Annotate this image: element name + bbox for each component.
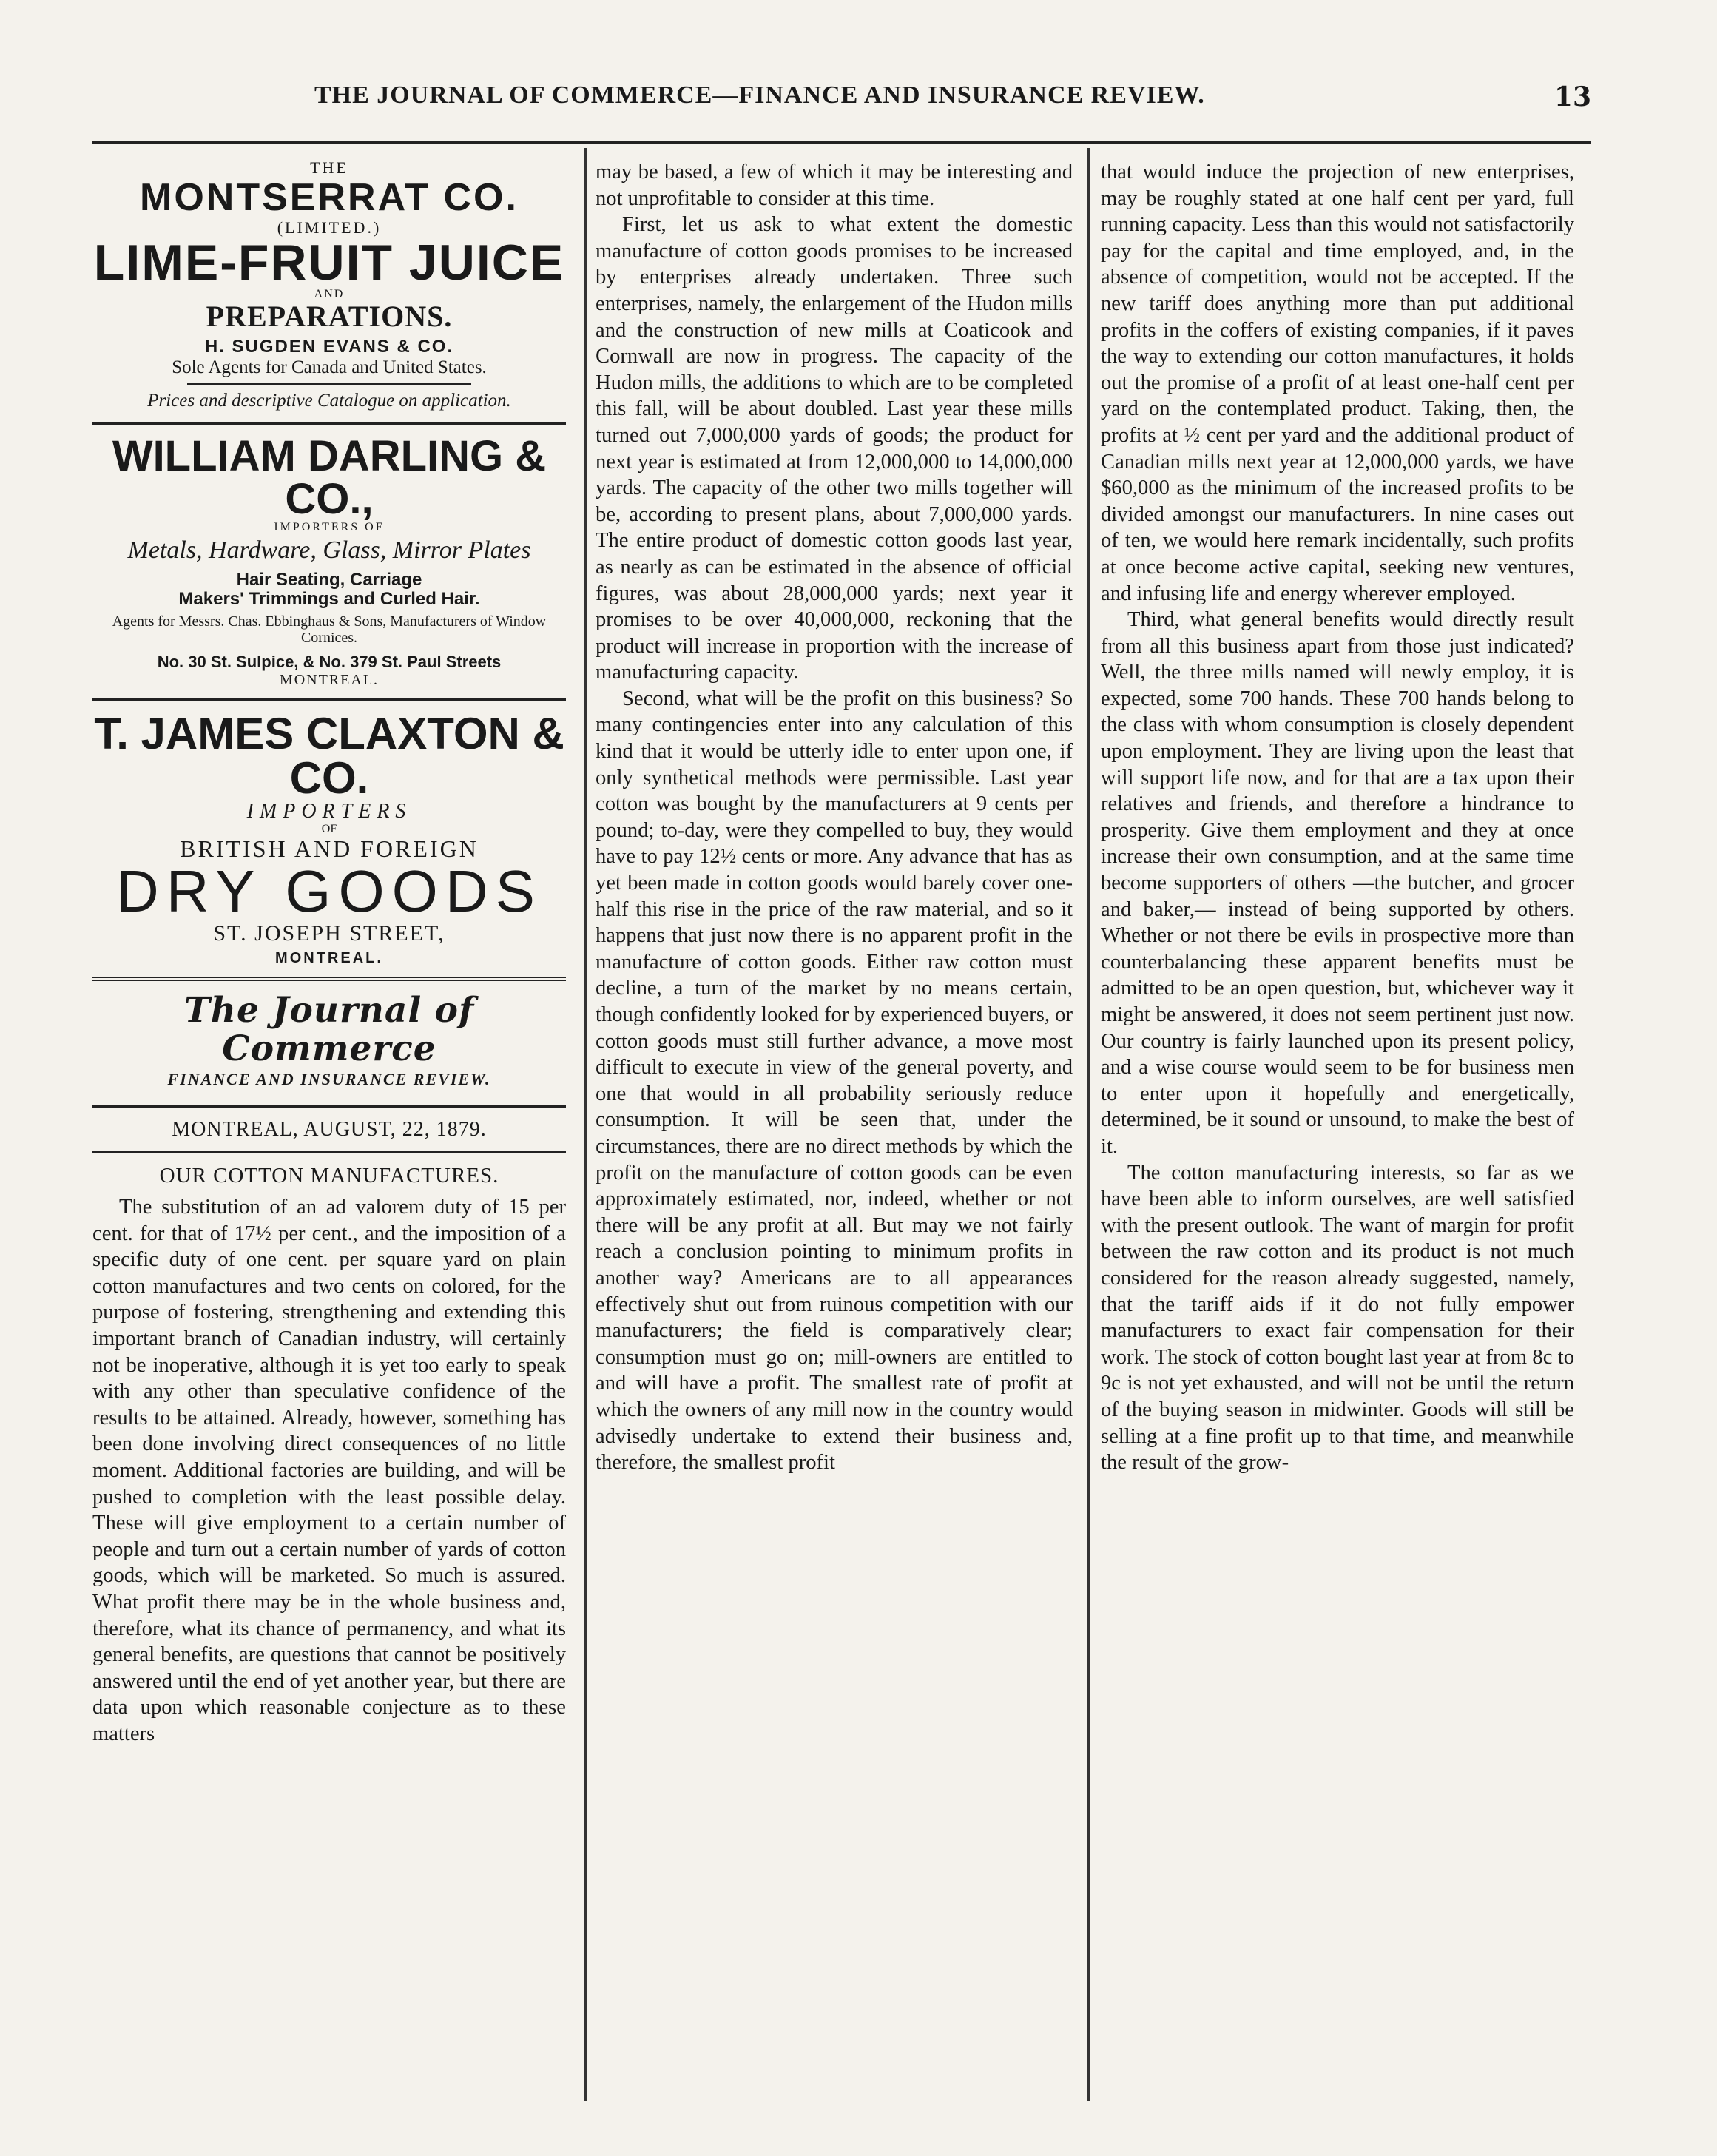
advertisements xyxy=(92,159,566,1153)
ad-claxton-of: OF xyxy=(321,823,337,836)
ad-darling-trimmings: Makers' Trimmings and Curled Hair. xyxy=(178,588,480,609)
ad-montserrat-prices: Prices and descriptive Catalogue on application. xyxy=(147,391,511,411)
page-number: 13 xyxy=(1554,81,1591,112)
ad-separator xyxy=(92,422,566,425)
ad-claxton-street: ST. JOSEPH STREET, xyxy=(213,921,445,946)
ad-separator xyxy=(187,383,471,385)
ad-darling-city: MONTREAL. xyxy=(279,671,380,688)
ad-montserrat-agent-note: Sole Agents for Canada and United States. xyxy=(172,357,487,377)
article-title: OUR COTTON MANUFACTURES. xyxy=(159,1164,499,1188)
ad-darling-importers: IMPORTERS OF xyxy=(274,520,385,533)
ad-montserrat-and: AND xyxy=(314,287,345,300)
masthead-subtitle: FINANCE AND INSURANCE REVIEW. xyxy=(167,1070,491,1089)
ad-darling-company: WILLIAM DARLING & CO., xyxy=(112,431,547,523)
ad-montserrat-the: THE xyxy=(310,158,348,177)
ad-claxton xyxy=(92,708,566,967)
ad-montserrat-preparations: PREPARATIONS. xyxy=(206,300,453,334)
masthead-rule xyxy=(92,1151,566,1153)
ad-separator xyxy=(92,698,566,701)
ad-claxton-importers: IMPORTERS xyxy=(246,799,412,823)
ad-claxton-company: T. JAMES CLAXTON & CO. xyxy=(94,708,564,803)
masthead-rule xyxy=(92,1105,566,1108)
ad-montserrat-product: LIME-FRUIT JUICE xyxy=(93,234,565,291)
ad-montserrat-agent: H. SUGDEN EVANS & CO. xyxy=(204,337,454,357)
ad-darling-agents: Agents for Messrs. Chas. Ebbinghaus & Sons, Manufacturers of Window Cornices. xyxy=(112,613,547,647)
column-divider xyxy=(1087,148,1090,2101)
masthead-title: The Journal of Commerce xyxy=(183,990,475,1069)
ad-claxton-british: BRITISH AND FOREIGN xyxy=(180,835,479,862)
paragraph: may be based, a few of which it may be interesting and not unprofitable to consider at this time. xyxy=(596,161,1073,210)
page-header xyxy=(92,81,1591,126)
paragraph: Second, what will be the profit on this business? So many contingencies enter into any calculation of this kind that it would be utterly idle to enter upon one, if only synthetical methods were permissible. Last year cotton was bought by the manufacturers at 9 cents per pound; to-day, were they compelled to buy, they would have to pay 12½ cents or more. Any advance that has as yet been made in cotton goods would barely cover one-half this rise in the price of the raw material, and so it happens that just now there is no apparent profit in the manufacture of cotton goods. Either raw cotton must decline, a turn of the market by no means certain, though confidently looked for by experienced buyers, or cotton goods must still further advance, a move most difficult to execute in view of the general poverty, and one that would in all probability seriously reduce consumption. It will be seen that, under the circumstances, there are no direct methods by which the profit on the manufacture of cotton goods can be even approximately estimated, nor, indeed, whether or not there will be any profit at all. But may we not fairly reach a conclusion pointing to minimum profits in another way? Americans are to all appearances effectively shut out from ruinous competition with our manufacturers; the field is comparatively clear; consumption must go on; mill-owners are entitled to and will have a profit. The smallest rate of profit at which the owners of any mill now in the country would advisedly undertake to extend their business and, therefore, the smallest profit xyxy=(596,687,1073,1475)
paragraph: that would induce the projection of new enterprises, may be roughly stated at one half cent per yard, full running capacity. Less than this would not satisfactorily pay for the capital and time employed, and, in the absence of competition, would not be accepted. If the new tariff does anything more than put additional profits in the coffers of existing companies, if it paves the way to extending our cotton manufactures, it holds out the promise of a profit of at least one-half cent per yard on the contemplated product. Taking, then, the profits at ½ cent per yard and the additional product of Canadian mills next year at 12,000,000 yards, we have $60,000 as the minimum of the increased profits to be divided amongst our manufacturers. In nine cases out of ten, we would here remark incidentally, such profits at once become active capital, seeking new ventures, and infusing life and energy wherever employed. xyxy=(1101,161,1574,605)
top-rule xyxy=(92,141,1591,144)
column-3 xyxy=(1101,159,1574,1476)
ad-darling xyxy=(92,431,566,688)
ad-claxton-dry-goods: DRY GOODS xyxy=(115,858,543,925)
ad-darling-goods: Metals, Hardware, Glass, Mirror Plates xyxy=(127,536,531,565)
ad-separator xyxy=(92,977,566,981)
ad-montserrat-company: MONTSERRAT CO. xyxy=(140,176,519,220)
column-2 xyxy=(596,159,1073,1476)
ad-darling-hair: Hair Seating, Carriage xyxy=(236,569,422,590)
ad-claxton-city: MONTREAL. xyxy=(275,950,383,967)
paragraph: The cotton manufacturing interests, so far as we have been able to inform ourselves, are well satisfied with the present outlook. The want of margin for profit between the raw cotton and its product is not much considered for the reason already suggested, namely, that the tariff aids if it do not fully empower manufacturers to exact fair compensation for their work. The stock of cotton bought last year at from 8c to 9c is not yet exhausted, and will not be until the return of the buying season in midwinter. Goods will still be selling at a fine profit up to that time, and meanwhile the result of the grow- xyxy=(1101,1161,1574,1475)
paragraph: The substitution of an ad valorem duty of 15 per cent. for that of 17½ per cent., and the imposition of a specific duty of one cent. per square yard on plain cotton manufactures and two cents on colored, for the purpose of fostering, strengthening and extending this important branch of Canadian industry, will certainly not be inoperative, although it is yet too early to speak with any other than speculative confidence of the results to be attained. Already, however, something has been done involving direct consequences of no little moment. Additional factories are building, and will be pushed to completion with the least possible delay. These will give employment to a certain number of people and turn out a certain number of yards of cotton goods, which will be marketed. So much is assured. What profit there may be in the whole business and, therefore, what its chance of permanency, and what its general benefits, are questions that cannot be positively answered until the end of yet another year, but there are data upon which reasonable conjecture as to these matters xyxy=(92,1196,566,1745)
ad-darling-address: No. 30 St. Sulpice, & No. 379 St. Paul Streets xyxy=(157,653,502,672)
dateline: MONTREAL, AUGUST, 22, 1879. xyxy=(172,1117,487,1141)
ad-montserrat xyxy=(92,159,566,411)
paragraph: First, let us ask to what extent the domestic manufacture of cotton goods promises to be increased by enterprises already undertaken. Three such enterprises, namely, the enlargement of the Hudon mills and the construction of new mills at Coaticook and Cornwall are now in progress. The capacity of the Hudon mills, the additions to which are to be completed this fall, will be about doubled. Last year these mills turned out 7,000,000 yards of goods; the product for next year is estimated at from 12,000,000 to 14,000,000 yards. The capacity of the other two mills together will be, according to present plans, about 7,000,000 yards. The entire product of domestic cotton goods last year, as nearly as can be estimated in the absence of official figures, was about 28,000,000 yards; next year it promises to be over 40,000,000, reckoning that the product will increase in proportion with the increase of manufacturing capacity. xyxy=(596,213,1073,684)
column-divider xyxy=(584,148,587,2101)
ad-montserrat-limited: (LIMITED.) xyxy=(277,218,382,238)
running-head: THE JOURNAL OF COMMERCE—FINANCE AND INSURANCE REVIEW. xyxy=(314,81,1205,109)
column-1 xyxy=(92,159,566,1748)
paragraph: Third, what general benefits would directly result from all this business apart from those just indicated? Well, the three mills named will newly employ, it is expected, some 700 hands. These 700 hands belong to the class with whom consumption is closely dependent upon employment. They are living upon the least that will support life now, and for that are a tax upon their relatives and friends, and therefore a hindrance to prosperity. Give them employment and they at once increase their own consumption, and at the same time become supporters of others —the butcher, and grocer and baker,— instead of being supported by others. Whether or not there be evils in prospective more than counterbalancing these apparent benefits must be admitted to be an open question, but, whichever way it might be answered, it does not seem pertinent just now. Our country is fairly launched upon its present policy, and a wise course would seem to be for business men to enter upon it hopefully and energetically, determined, be it sound or unsound, to make the best of it. xyxy=(1101,608,1574,1158)
